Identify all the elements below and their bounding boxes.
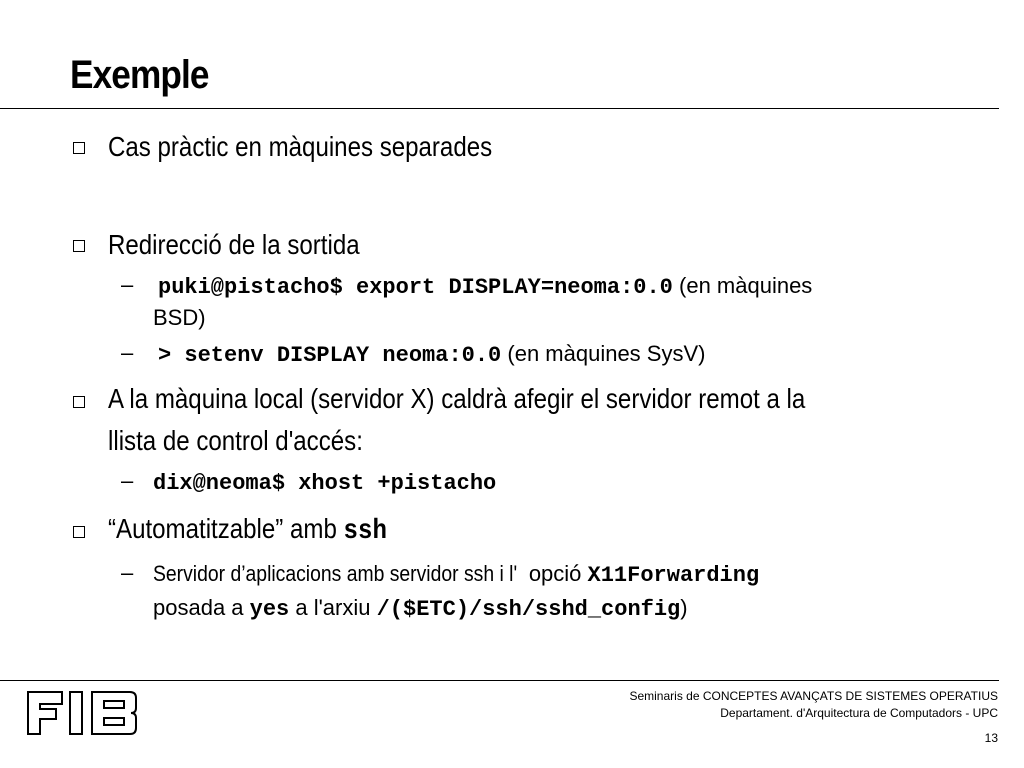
bullet-text: Redirecció de la sortida <box>108 229 360 260</box>
code-export-display: puki@pistacho$ export DISPLAY=neoma:0.0 <box>158 275 673 300</box>
code-ssh: ssh <box>343 516 387 547</box>
sub-item-bsd-cont: BSD) <box>153 305 206 330</box>
fib-logo <box>26 690 138 736</box>
footer-department: Departament. d'Arquitectura de Computadors - UPC <box>720 706 998 720</box>
sub-item-ssh-line2 <box>153 592 688 626</box>
bullet-square-icon <box>73 526 85 538</box>
bsd-note: (en màquines <box>672 273 813 298</box>
sysv-note: (en màquines SysV) <box>501 341 706 366</box>
bullet-square-icon <box>73 142 85 154</box>
ssh-arxiu-text: a l'arxiu <box>289 595 377 620</box>
code-xhost: dix@neoma$ xhost +pistacho <box>153 471 497 496</box>
ssh-posada-text: posada a <box>153 595 250 620</box>
bullet-text: Cas pràctic en màquines separades <box>108 131 493 162</box>
sub-item-sysv <box>153 338 705 372</box>
sub-item-ssh-line1 <box>153 558 759 592</box>
bullet-square-icon <box>73 240 85 252</box>
code-setenv-display: > setenv DISPLAY neoma:0.0 <box>158 343 502 368</box>
footer-divider <box>0 680 999 681</box>
ssh-close-paren: ) <box>680 595 688 620</box>
code-sshd-config-path: /($ETC)/ssh/sshd_config <box>376 597 681 622</box>
sub-item-bsd <box>153 270 812 304</box>
code-x11forwarding: X11Forwarding <box>587 563 760 588</box>
sub-dash: – <box>121 272 134 297</box>
page-number: 13 <box>984 731 998 745</box>
bullet-text <box>108 508 387 553</box>
sub-item-xhost <box>153 466 496 500</box>
ssh-server-text: Servidor d’aplicacions amb servidor ssh i l' <box>153 561 518 586</box>
code-yes: yes <box>249 597 290 622</box>
footer-seminar-title: Seminaris de CONCEPTES AVANÇATS DE SISTEMES OPERATIUS <box>629 689 998 703</box>
sub-dash: – <box>121 340 134 365</box>
bullet-text-line2: llista de control d'accés: <box>108 425 363 456</box>
sub-dash: – <box>121 560 134 585</box>
slide-title: Exemple <box>70 53 209 97</box>
bullet-text-line1: A la màquina local (servidor X) caldrà afegir el servidor remot a la <box>108 383 806 414</box>
ssh-option-text: opció <box>528 561 588 586</box>
automatitzable-text: “Automatitzable” amb <box>108 513 344 544</box>
sub-dash: – <box>121 468 134 493</box>
bullet-square-icon <box>73 396 85 408</box>
